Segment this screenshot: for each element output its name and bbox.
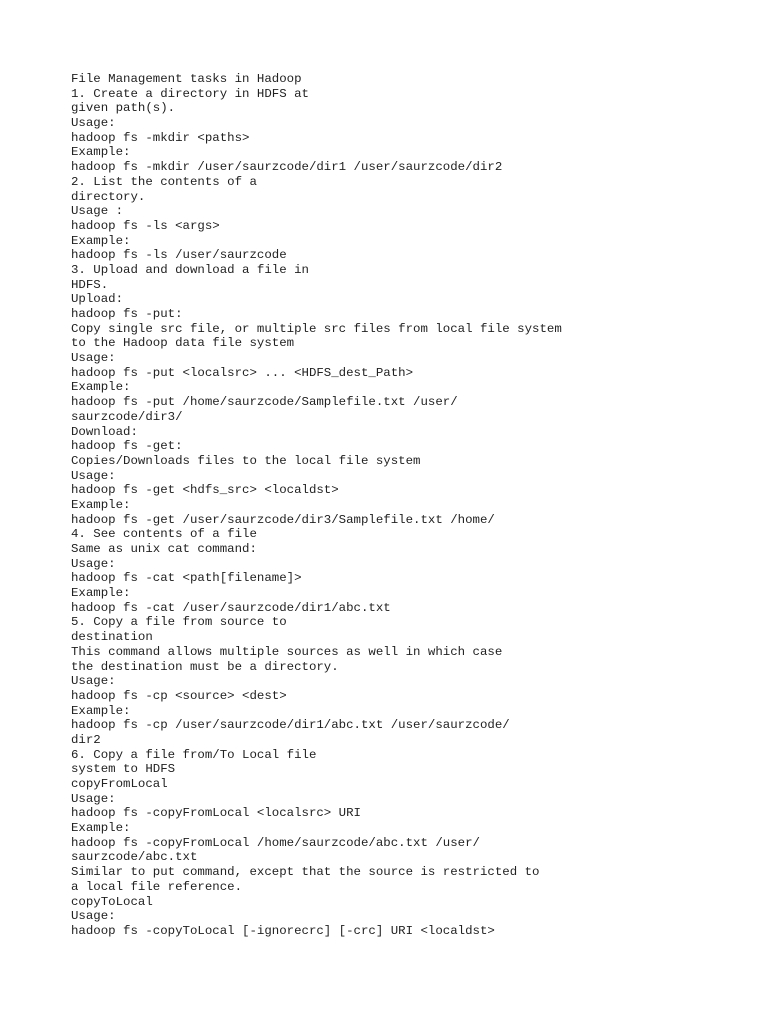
section-heading-6: 6. Copy a file from/To Local file: [71, 747, 317, 762]
command-line: hadoop fs -mkdir /user/saurzcode/dir1 /user/saurzcode/dir2: [71, 160, 503, 175]
description-text: Similar to put command, except that the source is restricted to: [71, 865, 540, 880]
example-label: Example:: [71, 380, 131, 395]
usage-label: Usage:: [71, 468, 116, 483]
command-line: hadoop fs -get:: [71, 439, 183, 454]
usage-label: Usage:: [71, 909, 116, 924]
usage-label: Usage:: [71, 116, 116, 131]
usage-label: Usage :: [71, 204, 124, 219]
command-line: hadoop fs -get <hdfs_src> <localdst>: [71, 483, 339, 498]
section-heading-4: 4. See contents of a file: [71, 527, 257, 542]
command-line: hadoop fs -copyFromLocal /home/saurzcode/abc.txt /user/: [71, 835, 480, 850]
command-line: hadoop fs -copyToLocal [-ignorecrc] [-crc] URI <localdst>: [71, 923, 495, 938]
description-text: Copies/Downloads files to the local file system: [71, 453, 421, 468]
example-label: Example:: [71, 821, 131, 836]
description-text: This command allows multiple sources as well in which case: [71, 644, 503, 659]
description-text: the destination must be a directory.: [71, 659, 339, 674]
section-heading-5-cont: destination: [71, 630, 153, 645]
description-text: Copy single src file, or multiple src files from local file system: [71, 321, 562, 336]
section-heading-3: 3. Upload and download a file in: [71, 262, 309, 277]
section-heading-2: 2. List the contents of a: [71, 174, 257, 189]
command-line: hadoop fs -ls /user/saurzcode: [71, 248, 287, 263]
command-line: hadoop fs -copyFromLocal <localsrc> URI: [71, 806, 361, 821]
document-page: [71, 72, 751, 939]
section-heading-6-cont: system to HDFS: [71, 762, 176, 777]
command-line-cont: saurzcode/dir3/: [71, 409, 183, 424]
subsection-label: Upload:: [71, 292, 124, 307]
description-text: to the Hadoop data file system: [71, 336, 295, 351]
command-line: hadoop fs -put <localsrc> ... <HDFS_dest_Path>: [71, 365, 414, 380]
command-line: hadoop fs -mkdir <paths>: [71, 130, 250, 145]
example-label: Example:: [71, 703, 131, 718]
command-line: hadoop fs -cat <path[filename]>: [71, 571, 302, 586]
usage-label: Usage:: [71, 791, 116, 806]
example-label: Example:: [71, 497, 131, 512]
section-heading-3-cont: HDFS.: [71, 277, 109, 292]
example-label: Example:: [71, 233, 131, 248]
command-line-cont: saurzcode/abc.txt: [71, 850, 198, 865]
section-heading-1-cont: given path(s).: [71, 101, 176, 116]
command-line: hadoop fs -put /home/saurzcode/Samplefile.txt /user/: [71, 395, 458, 410]
section-heading-1: 1. Create a directory in HDFS at: [71, 86, 309, 101]
subsection-label: copyToLocal: [71, 894, 153, 909]
command-line: hadoop fs -put:: [71, 307, 183, 321]
section-heading-2-cont: directory.: [71, 189, 146, 204]
usage-label: Usage:: [71, 351, 116, 366]
example-label: Example:: [71, 145, 131, 160]
document-title: File Management tasks in Hadoop: [71, 72, 302, 86]
subsection-label: copyFromLocal: [71, 777, 168, 791]
section-heading-5: 5. Copy a file from source to: [71, 615, 287, 630]
usage-label: Usage:: [71, 674, 116, 689]
example-label: Example:: [71, 586, 131, 601]
command-line-cont: dir2: [71, 732, 101, 747]
command-line: hadoop fs -ls <args>: [71, 218, 220, 233]
command-line: hadoop fs -cat /user/saurzcode/dir1/abc.txt: [71, 600, 391, 615]
description-text: Same as unix cat command:: [71, 542, 257, 556]
subsection-label: Download:: [71, 424, 138, 439]
command-line: hadoop fs -cp /user/saurzcode/dir1/abc.txt /user/saurzcode/: [71, 718, 510, 733]
command-line: hadoop fs -get /user/saurzcode/dir3/Samplefile.txt /home/: [71, 512, 495, 527]
usage-label: Usage:: [71, 556, 116, 571]
command-line: hadoop fs -cp <source> <dest>: [71, 688, 287, 703]
description-text: a local file reference.: [71, 879, 243, 894]
